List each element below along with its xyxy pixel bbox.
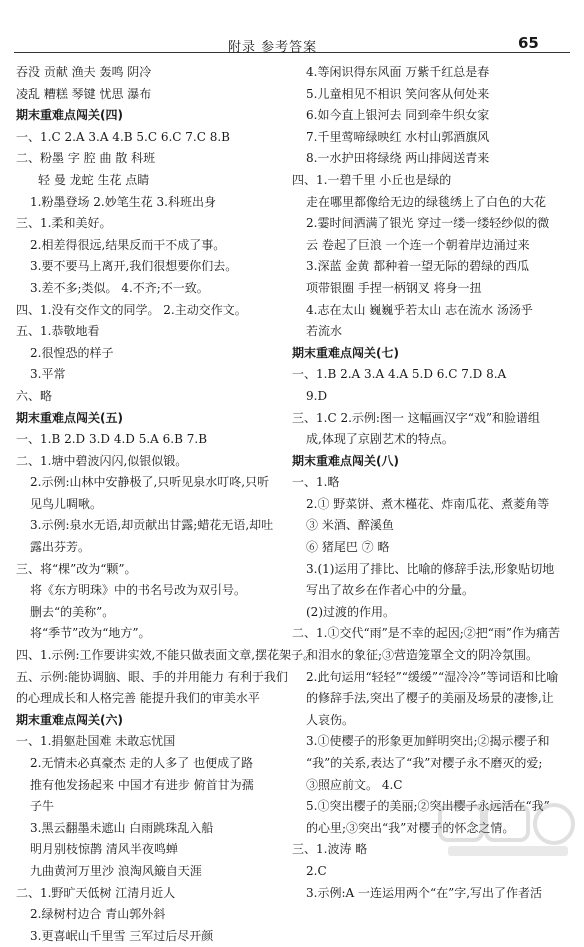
answer-line: 见鸟儿啁啾。 bbox=[30, 496, 103, 511]
answer-line: 2.霎时间洒满了银光 穿过一缕一缕轻纱似的微 bbox=[306, 216, 550, 231]
answer-line: 四、1.示例:工作要讲实效,不能只做表面文章,摆花架子。 bbox=[16, 648, 316, 663]
answer-line: 吞没 贡献 渔夫 轰鸣 阴冷 bbox=[16, 65, 152, 79]
answer-line: ⑥ 猪尾巴 ⑦ 略 bbox=[306, 540, 390, 555]
answer-line: 二、粉墨 字 腔 曲 散 科班 bbox=[16, 151, 156, 166]
answer-line: 删去“的美称”。 bbox=[30, 604, 115, 619]
answer-line: 六、略 bbox=[16, 388, 53, 403]
answer-line: 3.示例:A 一连运用两个“在”字,写出了作者活 bbox=[306, 885, 543, 900]
answer-line: 五、1.恭敬地看 bbox=[16, 324, 100, 339]
answer-line: 三、1.柔和美好。 bbox=[16, 216, 112, 231]
answer-line: 3.示例:泉水无语,却贡献出甘露;蜡花无语,却吐 bbox=[30, 518, 274, 533]
answer-line: 2.相差得很远,结果反而干不成了事。 bbox=[30, 237, 226, 252]
answer-line: 一、1.B 2.D 3.D 4.D 5.A 6.B 7.B bbox=[16, 432, 208, 447]
answer-line: 凌乱 糟糕 琴键 忧思 瀑布 bbox=[16, 86, 152, 101]
answer-line: 3.更喜岷山千里雪 三军过后尽开颜 bbox=[30, 928, 214, 943]
answer-line: 3.深蓝 金黄 都种着一望无际的碧绿的西瓜 bbox=[306, 259, 530, 274]
answer-line: 九曲黄河万里沙 浪淘风簸自天涯 bbox=[30, 863, 202, 878]
answer-line: 和泪水的象征;③营造笼罩全文的阴冷氛围。 bbox=[306, 648, 539, 663]
answer-line: 将《东方明珠》中的书名号改为双引号。 bbox=[30, 583, 247, 598]
answer-line: 5.①突出樱子的美丽;②突出樱子永远活在“我” bbox=[306, 799, 550, 814]
answer-line: 四、1.一碧千里 小丘也是绿的 bbox=[292, 172, 452, 187]
page-number: 65 bbox=[518, 34, 539, 52]
section-heading: 期末重难点闯关(七) bbox=[292, 345, 399, 360]
answer-line: 三、1.C 2.示例:图一 这幅画汉字“戏”和脸谱组 bbox=[292, 410, 541, 425]
answer-line: 一、1.C 2.A 3.A 4.B 5.C 6.C 7.C 8.B bbox=[16, 129, 230, 144]
answer-line: 3.要不要马上离开,我们很想要你们去。 bbox=[30, 259, 238, 274]
header-rule bbox=[14, 52, 570, 53]
answer-line: (2)过渡的作用。 bbox=[306, 604, 395, 619]
section-heading: 期末重难点闯关(六) bbox=[16, 712, 123, 727]
answer-line: 3.(1)运用了排比、比喻的修辞手法,形象贴切地 bbox=[306, 561, 555, 576]
answer-line: 9.D bbox=[306, 388, 328, 403]
answer-line: 四、1.没有交作文的同学。 2.主动交作文。 bbox=[16, 302, 247, 317]
answer-line: 2.此句运用“轻轻”“缓缓”“湿冷冷”等词语和比喻 bbox=[306, 669, 559, 684]
answer-line: 4.等闲识得东风面 万紫千红总是春 bbox=[306, 65, 490, 79]
answer-line: 3.平常 bbox=[30, 367, 66, 382]
answer-line: 三、将“棵”改为“颗”。 bbox=[16, 561, 137, 576]
answer-line: 8.一水护田将绿绕 两山排闼送青来 bbox=[306, 151, 490, 166]
answer-line: 五、示例:能协调脑、眼、手的并用能力 有利于我们 bbox=[16, 669, 288, 684]
answer-line: 明月别枝惊鹊 清风半夜鸣蝉 bbox=[30, 842, 178, 857]
answer-line: 2.绿树村边合 青山郭外斜 bbox=[30, 907, 166, 922]
answer-line: 2.很惶恐的样子 bbox=[30, 345, 114, 360]
answer-line: 子牛 bbox=[30, 799, 55, 814]
answer-line: 轻 曼 龙蛇 生花 点睛 bbox=[38, 172, 150, 187]
answer-line: 三、1.波涛 略 bbox=[292, 842, 368, 857]
answer-line: 一、1.捐躯赴国难 未敢忘忧国 bbox=[16, 734, 176, 749]
section-heading: 期末重难点闯关(五) bbox=[16, 410, 123, 425]
answer-line: 写出了故乡在作者心中的分量。 bbox=[306, 583, 475, 598]
answer-line: 项带银圈 手捏一柄钢叉 将身一扭 bbox=[306, 280, 482, 295]
answer-line: 二、1.①交代“雨”是不幸的起因;②把“雨”作为痛苦 bbox=[292, 626, 561, 641]
answer-line: 人哀伤。 bbox=[306, 712, 355, 727]
answer-line: 一、1.略 bbox=[292, 475, 340, 490]
section-heading: 期末重难点闯关(四) bbox=[16, 108, 123, 123]
answer-line: 成,体现了京剧艺术的特点。 bbox=[306, 432, 454, 447]
answer-line: 云 卷起了巨浪 一个连一个朝着岸边涌过来 bbox=[306, 237, 530, 252]
answer-line: 的心理成长和人格完善 能提升我们的审美水平 bbox=[16, 691, 260, 706]
answer-line: 4.志在太山 巍巍乎若太山 志在流水 汤汤乎 bbox=[306, 302, 533, 317]
answer-line: “我”的关系,表达了“我”对樱子永不磨灭的爱; bbox=[306, 756, 543, 770]
answer-line: 2.① 野菜饼、煮木槿花、炸南瓜花、煮菱角等 bbox=[306, 496, 550, 511]
answer-line: 1.粉墨登场 2.妙笔生花 3.科班出身 bbox=[30, 194, 216, 209]
answer-line: 2.无情未必真豪杰 走的人多了 也便成了路 bbox=[30, 756, 254, 770]
page-header bbox=[0, 0, 584, 54]
answer-line: 二、1.野旷天低树 江清月近人 bbox=[16, 885, 176, 900]
answer-line: 推有他发扬起来 中国才有进步 俯首甘为孺 bbox=[30, 777, 254, 792]
watermark-logo-icon bbox=[438, 802, 578, 860]
answer-line: ③照应前文。 4.C bbox=[306, 777, 403, 792]
header-title: 附录 参考答案 bbox=[228, 40, 318, 55]
answer-line: 一、1.B 2.A 3.A 4.A 5.D 6.C 7.D 8.A bbox=[292, 367, 507, 382]
section-heading: 期末重难点闯关(八) bbox=[292, 453, 399, 468]
answer-line: 走在哪里都像给无边的绿毯绣上了白色的大花 bbox=[306, 194, 547, 209]
answer-line: 5.儿童相见不相识 笑问客从何处来 bbox=[306, 86, 490, 101]
answer-line: 3.差不多;类似。 4.不齐;不一致。 bbox=[30, 280, 209, 295]
answer-line: 的心里;③突出“我”对樱子的怀念之情。 bbox=[306, 820, 515, 835]
answer-line: 若流水 bbox=[306, 324, 343, 339]
answer-line: 7.千里莺啼绿映红 水村山郭酒旗风 bbox=[306, 129, 490, 144]
answer-line: 将“季节”改为“地方”。 bbox=[30, 626, 151, 641]
answer-line: ③ 米酒、醉溪鱼 bbox=[306, 518, 394, 533]
answer-line: 露出芬芳。 bbox=[30, 540, 91, 555]
answer-line: 3.黑云翻墨未遮山 白雨跳珠乱入船 bbox=[30, 820, 214, 835]
answer-line: 6.如今直上银河去 同到牵牛织女家 bbox=[306, 108, 490, 123]
answer-line: 2.C bbox=[306, 863, 327, 878]
answer-line: 3.①使樱子的形象更加鲜明突出;②揭示樱子和 bbox=[306, 734, 550, 749]
answer-line: 2.示例:山林中安静极了,只听见泉水叮咚,只听 bbox=[30, 475, 270, 490]
right-column bbox=[292, 62, 572, 904]
answer-line: 的修辞手法,突出了樱子的美丽及场景的凄惨,让 bbox=[306, 691, 554, 706]
answer-line: 二、1.塘中碧波闪闪,似银似锻。 bbox=[16, 453, 188, 468]
